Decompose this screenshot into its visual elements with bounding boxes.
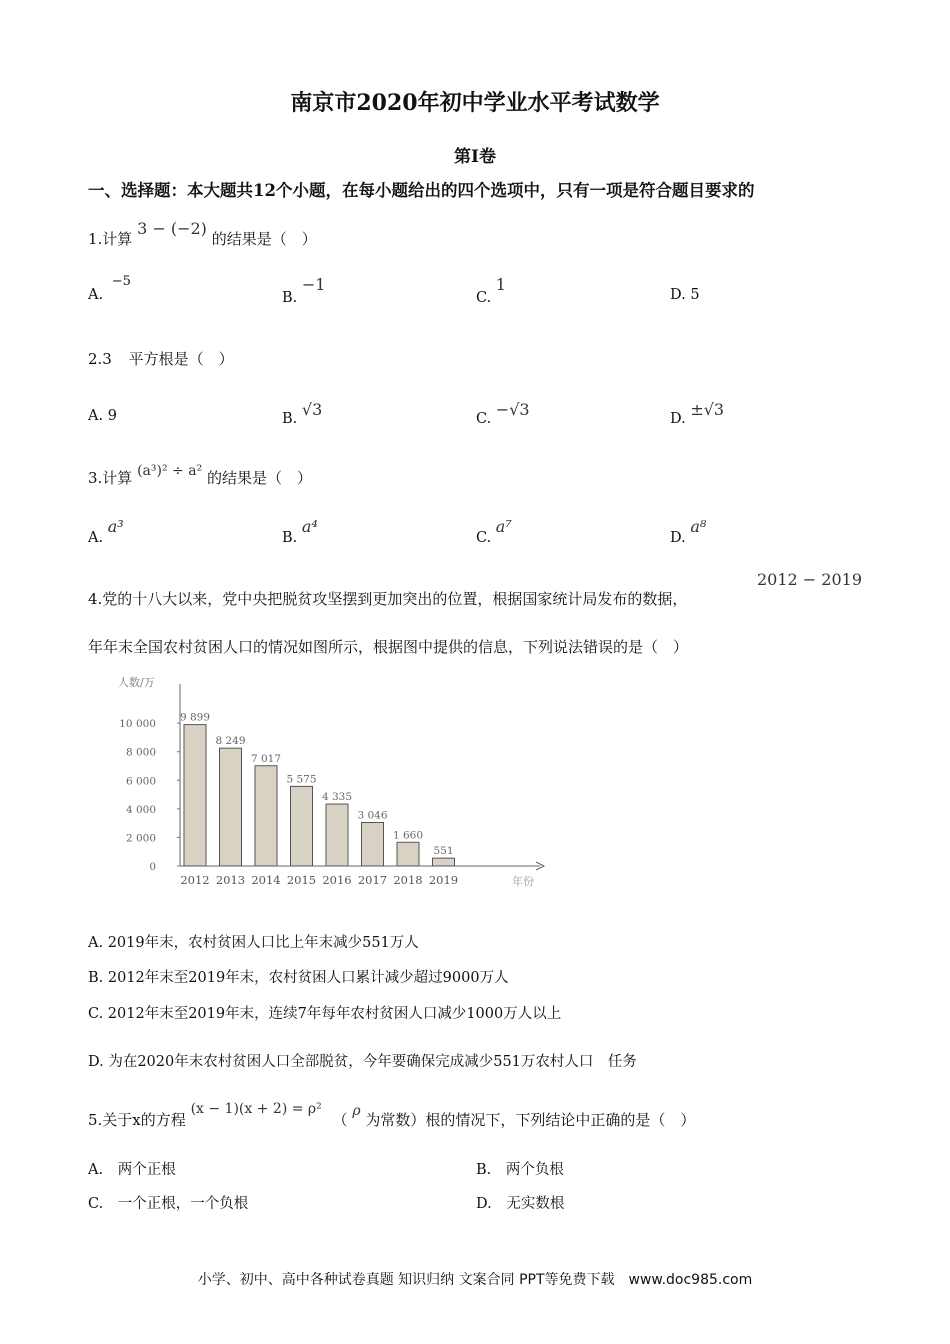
q5-option-d: D. 无实数根 [476, 1196, 565, 1212]
q1-option-d: D. 5 [670, 287, 700, 303]
x-tick-label: 2013 [215, 873, 246, 887]
q3-expression: (a³)² ÷ a² [137, 463, 203, 479]
q2-option-c: C. −√3 [476, 400, 530, 427]
x-tick-label: 2012 [180, 873, 210, 887]
bar [184, 725, 206, 866]
q5-open-paren: （ [332, 1111, 348, 1129]
q4-line1: 4.党的十八大以来，党中央把脱贫攻坚摆到更加突出的位置，根据国家统计局发布的数据， [88, 590, 688, 608]
y-tick-label: 4 000 [125, 803, 156, 816]
q2-option-a: A. 9 [88, 408, 117, 424]
bar-value-label: 7 017 [250, 752, 282, 765]
y-axis-label: 人数/万 [118, 676, 155, 689]
q5-prefix: 5.关于x的方程 [88, 1111, 186, 1129]
q4-line2: 年年末全国农村贫困人口的情况如图所示，根据图中提供的信息，下列说法错误的是（ ） [88, 638, 689, 656]
q1-expression: 3 − (−2) [137, 219, 207, 238]
q3-option-d: D. a⁸ [670, 517, 707, 546]
q1-stem [88, 219, 317, 249]
bar [433, 858, 455, 866]
bar [397, 842, 419, 866]
bar-value-label: 8 249 [215, 735, 246, 748]
q2-prefix: 2.3 [88, 350, 112, 368]
q4-option-c: C. 2012年末至2019年末，连续7年每年农村贫困人口减少1000万人以上 [88, 1006, 562, 1022]
q5-option-b: B. 两个负根 [476, 1162, 564, 1178]
poverty-bar-chart [100, 670, 550, 892]
bar-value-label: 5 575 [286, 773, 317, 786]
q1-prefix: 1.计算 [88, 230, 133, 248]
q4-years: 2012 − 2019 [757, 570, 863, 589]
bar [362, 822, 384, 866]
x-tick-label: 2015 [286, 873, 317, 887]
x-tick-label: 2018 [393, 873, 423, 887]
y-tick-label: 8 000 [125, 746, 156, 759]
y-tick-label: 6 000 [125, 775, 156, 788]
q2-suffix: 平方根是（ ） [128, 350, 234, 368]
q1-option-b: B. −1 [282, 275, 326, 306]
q3-suffix: 的结果是（ ） [206, 469, 312, 487]
x-tick-label: 2017 [357, 873, 388, 887]
bar [326, 804, 348, 866]
q5-expression: (x − 1)(x + 2) = ρ² [190, 1101, 322, 1117]
x-tick-label: 2016 [322, 873, 352, 887]
bar-value-label: 551 [433, 845, 454, 858]
volume-heading: 第Ⅰ卷 [454, 147, 496, 167]
q1-option-c: C. 1 [476, 275, 506, 306]
y-tick-label: 0 [149, 861, 156, 873]
x-tick-label: 2019 [428, 873, 459, 887]
bar [255, 766, 277, 866]
bar [220, 748, 242, 866]
q2-stem [88, 348, 234, 369]
q5-rho: ρ [352, 1103, 361, 1119]
q2-option-b: B. √3 [282, 400, 323, 427]
section-heading: 一、选择题：本大题共12个小题，在每小题给出的四个选项中，只有一项是符合题目要求的 [88, 181, 755, 200]
bar-value-label: 1 660 [392, 829, 424, 842]
q2-option-d: D. ±√3 [670, 400, 725, 427]
bar-value-label: 3 046 [357, 809, 388, 822]
x-tick-label: 2014 [251, 873, 281, 887]
footer-text: 小学、初中、高中各种试卷真题 知识归纳 文案合同 PPT等免费下载 www.doc985.com [197, 1272, 753, 1288]
x-axis-label: 年份 [512, 875, 534, 888]
q4-option-b: B. 2012年末至2019年末，农村贫困人口累计减少超过9000万人 [88, 970, 509, 986]
q3-prefix: 3.计算 [88, 469, 133, 487]
bar [291, 786, 313, 866]
q3-stem [88, 463, 312, 488]
bar-value-label: 4 335 [321, 791, 353, 804]
q1-option-a: A. −5 [88, 274, 131, 303]
q5-option-c: C. 一个正根，一个负根 [88, 1196, 249, 1212]
q5-suffix: 为常数）根的情况下，下列结论中正确的是（ ） [365, 1111, 696, 1129]
bar-value-label: 9 899 [179, 711, 211, 724]
q4-option-a: A. 2019年末，农村贫困人口比上年末减少551万人 [88, 935, 419, 951]
q5-stem [88, 1101, 696, 1130]
q3-option-c: C. a⁷ [476, 517, 512, 546]
q5-option-a: A. 两个正根 [88, 1162, 176, 1178]
q4-option-d: D. 为在2020年末农村贫困人口全部脱贫，今年要确保完成减少551万农村人口 任务 [88, 1054, 637, 1070]
page-title: 南京市2020年初中学业水平考试数学 [290, 90, 660, 116]
y-tick-label: 2 000 [125, 832, 156, 845]
q1-suffix: 的结果是（ ） [211, 230, 317, 248]
q3-option-a: A. a³ [88, 517, 124, 546]
y-tick-label: 10 000 [119, 718, 156, 731]
q3-option-b: B. a⁴ [282, 517, 318, 546]
